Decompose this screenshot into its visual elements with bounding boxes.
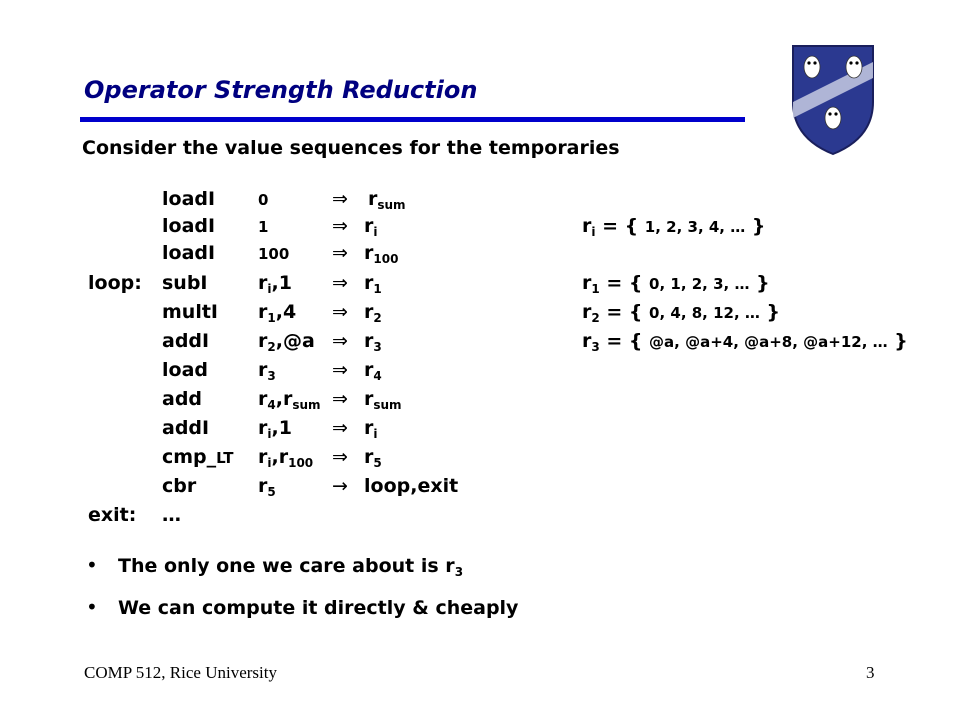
bullet-text: We can compute it directly & cheaply [118,597,519,619]
opcode: addI [162,330,210,352]
assign-arrow: ⇒ [332,272,348,294]
assign-arrow: ⇒ [332,188,348,210]
operands: $r_i,r_{100}$ [258,446,314,470]
branch-arrow: → [332,475,348,497]
destination: $r_5$ [364,446,382,470]
bullet-text: The only one we care about is $r_3$ [118,555,464,579]
code-label: loop: [88,272,142,294]
bullet-marker: • [86,553,98,577]
slide-subtitle: Consider the value sequences for the temporaries [82,137,620,159]
destination: $r_i$ [364,215,378,239]
operands: 100 [258,245,290,263]
operands: $r_4,r_{sum}$ [258,388,321,412]
opcode: addI [162,417,210,439]
opcode: loadI [162,188,216,210]
operands: 0 [258,191,269,209]
operands: $r_i,1$ [258,417,292,441]
assign-arrow: ⇒ [332,388,348,410]
operands: $r_3$ [258,359,276,383]
operands: $r_2,@a$ [258,330,315,354]
opcode: load [162,359,208,381]
page-number: 3 [866,663,875,682]
destination: $r_3$ [364,330,382,354]
code-label: exit: [88,504,137,526]
destination: $r_{100}$ [364,242,399,266]
destination: $r_2$ [364,301,382,325]
opcode: multI [162,301,218,323]
operands: 1 [258,218,269,236]
assign-arrow: ⇒ [332,301,348,323]
opcode: add [162,388,203,410]
assign-arrow: ⇒ [332,242,348,264]
value-sequence: $r_1$ = { 0, 1, 2, 3, … } [582,272,770,296]
value-sequence: $r_2$ = { 0, 4, 8, 12, … } [582,301,781,325]
destination: $r_{sum}$ [368,188,406,212]
destination: $r_4$ [364,359,382,383]
bullet-marker: • [86,595,98,619]
assign-arrow: ⇒ [332,215,348,237]
title-underline [80,117,745,122]
operands: $r_i,1$ [258,272,292,296]
rice-shield-logo [788,40,878,158]
operands: $r_1,4$ [258,301,297,325]
value-sequence: $r_3$ = { @a, @a+4, @a+8, @a+12, … } [582,330,908,354]
slide-title: Operator Strength Reduction [84,76,478,104]
footer-course: COMP 512, Rice University [84,663,277,682]
opcode: loadI [162,242,216,264]
value-sequence: $r_i$ = { 1, 2, 3, 4, … } [582,215,766,239]
assign-arrow: ⇒ [332,359,348,381]
assign-arrow: ⇒ [332,417,348,439]
ellipsis: … [162,504,181,526]
opcode: cmp_LT [162,446,234,468]
opcode: loadI [162,215,216,237]
destination: $r_i$ [364,417,378,441]
destination: $r_1$ [364,272,382,296]
assign-arrow: ⇒ [332,330,348,352]
opcode: subI [162,272,208,294]
operands: $r_5$ [258,475,276,499]
destination: $r_{sum}$ [364,388,402,412]
opcode: cbr [162,475,197,497]
assign-arrow: ⇒ [332,446,348,468]
branch-targets: loop,exit [364,475,459,497]
